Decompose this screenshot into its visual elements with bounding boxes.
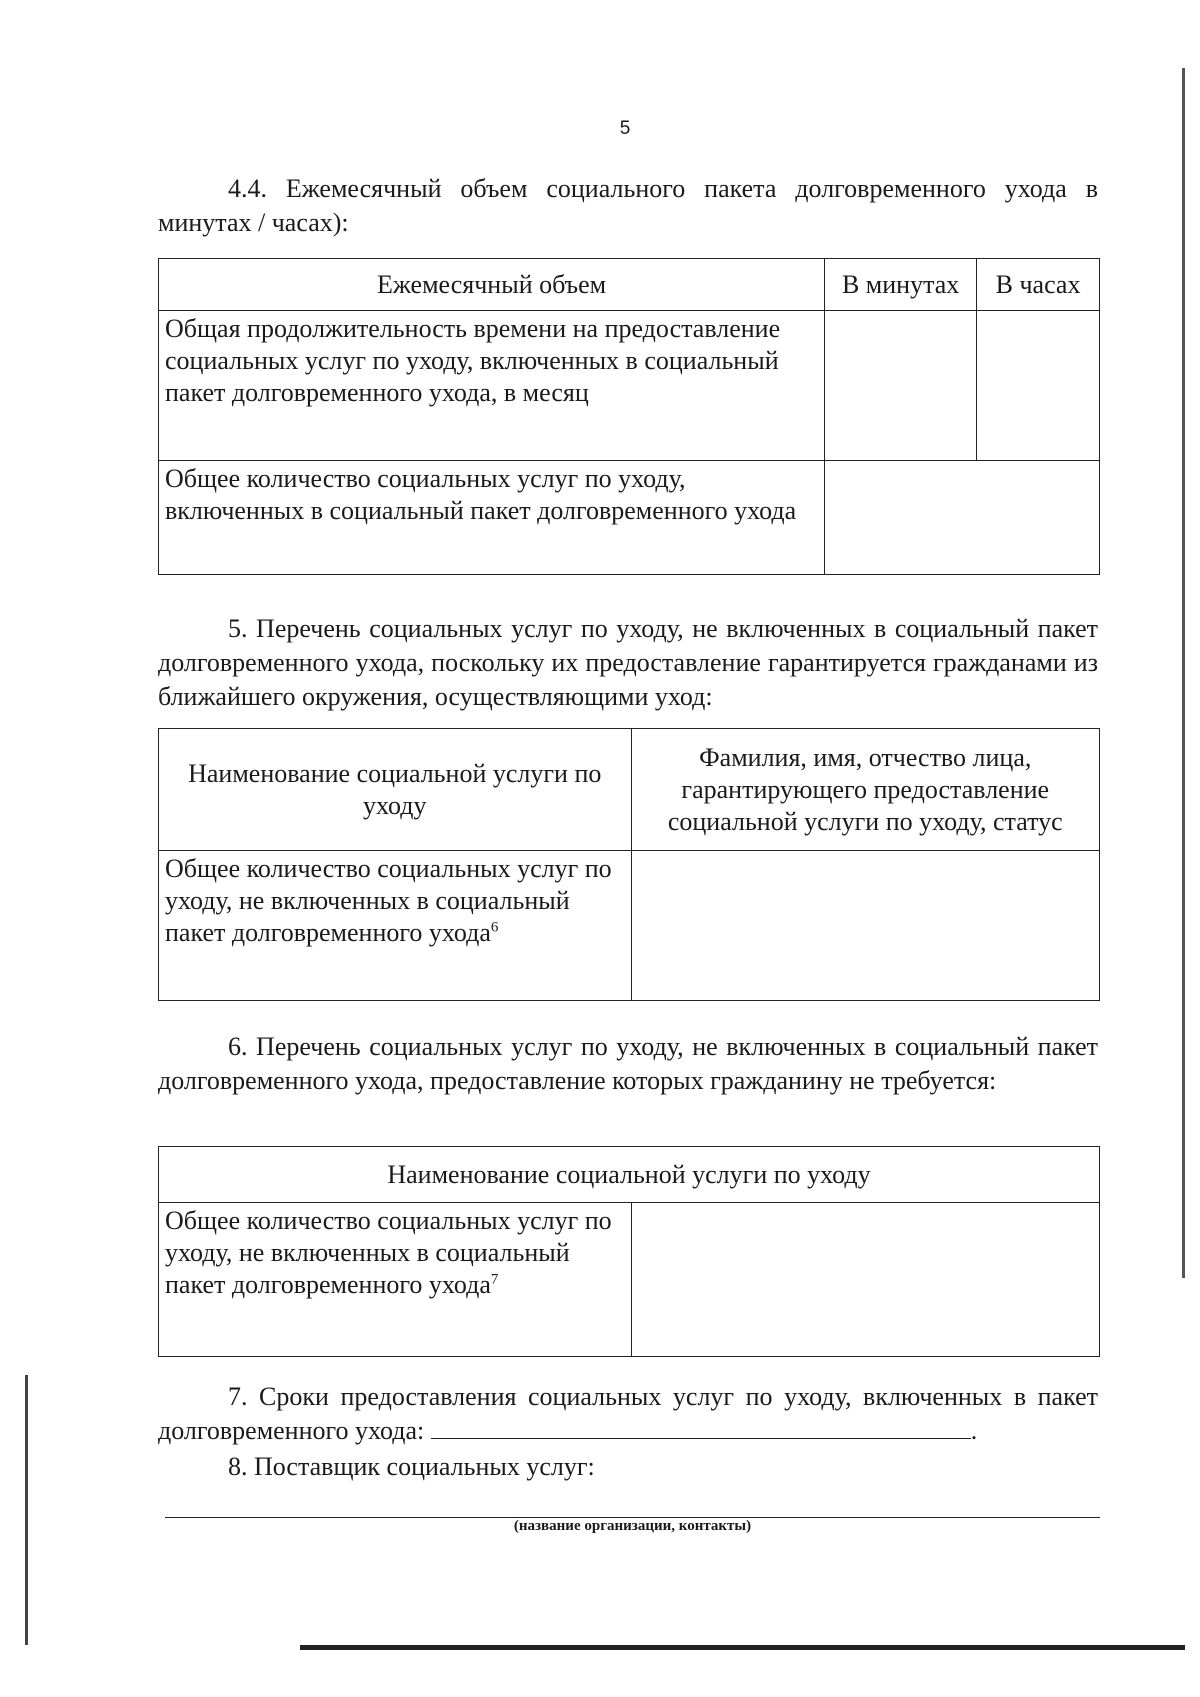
footnote-7: 7	[490, 1271, 499, 1288]
scan-edge-bottom	[300, 1645, 1185, 1650]
row-label-excluded-count: Общее количество социальных услуг по уходу, не включенных в социальный пакет долговременного ухода$^6$	[159, 851, 632, 1001]
row-label-total-count: Общее количество социальных услуг по уходу, включенных в социальный пакет долговременного ухода	[159, 461, 825, 575]
row-label-total-duration: Общая продолжительность времени на предоставление социальных услуг по уходу, включенных в социальный пакет долговременного ухода, в месяц	[159, 311, 825, 461]
monthly-volume-table	[158, 258, 1100, 575]
section-6-text: 6. Перечень социальных услуг по уходу, не включенных в социальный пакет долговременного ухода, предоставление которых гражданину не требуется:	[158, 1032, 1098, 1095]
section-4-4-text: 4.4. Ежемесячный объем социального пакета долговременного ухода в минутах / часах):	[158, 174, 1098, 237]
row-label-not-required-count: Общее количество социальных услуг по уходу, не включенных в социальный пакет долговременного ухода$^7$	[159, 1203, 632, 1357]
table-row	[159, 1203, 1100, 1357]
cell-minutes-duration[interactable]	[825, 311, 977, 461]
scan-edge-right	[1182, 68, 1185, 1278]
page-number: 5	[619, 118, 631, 139]
provider-caption: (название организации, контакты)	[513, 1518, 752, 1534]
table-row	[159, 461, 1100, 575]
table-row	[159, 851, 1100, 1001]
terms-input-line[interactable]	[431, 1414, 971, 1439]
cell-hours-duration[interactable]	[977, 311, 1100, 461]
section-8-text: 8. Поставщик социальных услуг:	[228, 1452, 595, 1481]
section-5-text: 5. Перечень социальных услуг по уходу, не включенных в социальный пакет долговременного ухода, поскольку их предоставление гарантируется гражданами из ближайшего окружения, осуществляющими уход:	[158, 614, 1098, 711]
cell-guarantor-value[interactable]	[631, 851, 1100, 1001]
excluded-guaranteed-table	[158, 728, 1100, 1001]
col-header-minutes: В минутах	[825, 259, 977, 311]
col-header-monthly-volume: Ежемесячный объем	[159, 259, 825, 311]
col-header-service-name: Наименование социальной услуги по уходу	[159, 729, 632, 851]
col-header-service-name-2: Наименование социальной услуги по уходу	[159, 1147, 1100, 1203]
cell-not-required-value[interactable]	[631, 1203, 1099, 1357]
col-header-hours: В часах	[977, 259, 1100, 311]
table-row	[159, 311, 1100, 461]
section-7-text: 7. Сроки предоставления социальных услуг по уходу, включенных в пакет долговременного ухода: .	[158, 1382, 1098, 1445]
not-required-table	[158, 1146, 1100, 1357]
scan-edge-left	[25, 1375, 28, 1645]
cell-count-value[interactable]	[825, 461, 1100, 575]
col-header-guarantor-name: Фамилия, имя, отчество лица, гарантирующего предоставление социальной услуги по уходу, статус	[631, 729, 1100, 851]
footnote-6: 6	[490, 919, 499, 936]
